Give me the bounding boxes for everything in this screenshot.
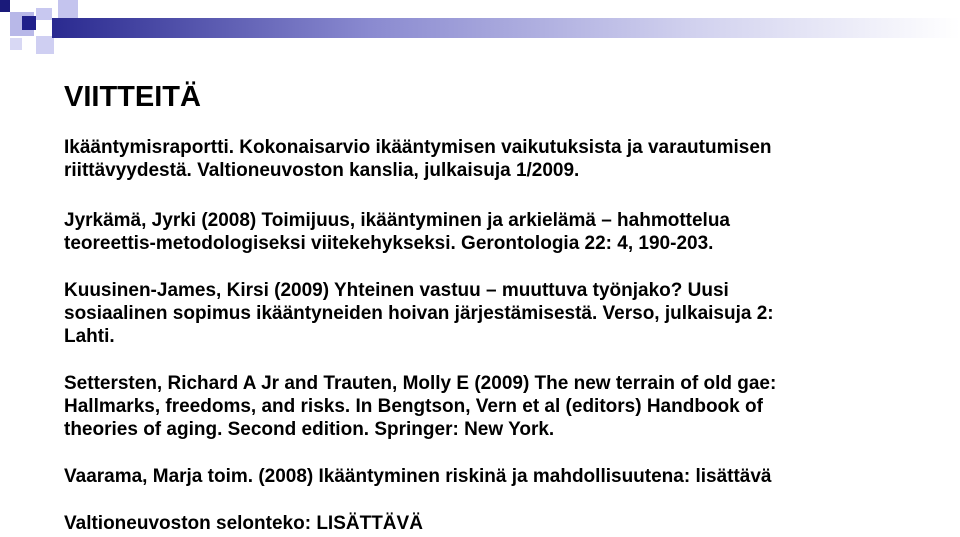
- reference-line: Ikääntymisraportti. Kokonaisarvio ikääntymisen vaikutuksista ja varautumisen: [64, 137, 772, 158]
- reference-line: Kuusinen-James, Kirsi (2009) Yhteinen vastuu – muuttuva työnjako? Uusi: [64, 280, 729, 301]
- reference-line: Valtioneuvoston selonteko: LISÄTTÄVÄ: [64, 513, 423, 534]
- decor-square: [36, 8, 52, 20]
- reference-line: teoreettis-metodologiseksi viitekehykseksi. Gerontologia 22: 4, 190-203.: [64, 233, 714, 254]
- reference-item: [64, 512, 944, 535]
- reference-line: Lahti.: [64, 326, 115, 347]
- reference-line: Hallmarks, freedoms, and risks. In Bengtson, Vern et al (editors) Handbook of: [64, 396, 763, 417]
- decor-square: [22, 16, 36, 30]
- decor-square: [58, 0, 78, 18]
- reference-item: [64, 279, 944, 348]
- reference-item: [64, 209, 944, 255]
- reference-line: sosiaalinen sopimus ikääntyneiden hoivan järjestämisestä. Verso, julkaisuja 2:: [64, 303, 774, 324]
- reference-line: riittävyydestä. Valtioneuvoston kanslia, julkaisuja 1/2009.: [64, 160, 580, 181]
- decor-square: [36, 36, 54, 54]
- reference-line: Settersten, Richard A Jr and Trauten, Molly E (2009) The new terrain of old gae:: [64, 373, 777, 394]
- reference-line: Vaarama, Marja toim. (2008) Ikääntyminen riskinä ja mahdollisuutena: lisättävä: [64, 466, 772, 487]
- decor-square: [0, 0, 10, 12]
- reference-item: [64, 136, 944, 182]
- reference-item: [64, 465, 944, 488]
- slide-title: VIITTEITÄ: [64, 81, 201, 113]
- reference-list: [64, 136, 944, 535]
- reference-line: Jyrkämä, Jyrki (2008) Toimijuus, ikääntyminen ja arkielämä – hahmottelua: [64, 210, 730, 231]
- reference-line: theories of aging. Second edition. Springer: New York.: [64, 419, 555, 440]
- decor-square: [10, 38, 22, 50]
- header-gradient-bar: [52, 18, 960, 38]
- reference-item: [64, 372, 944, 441]
